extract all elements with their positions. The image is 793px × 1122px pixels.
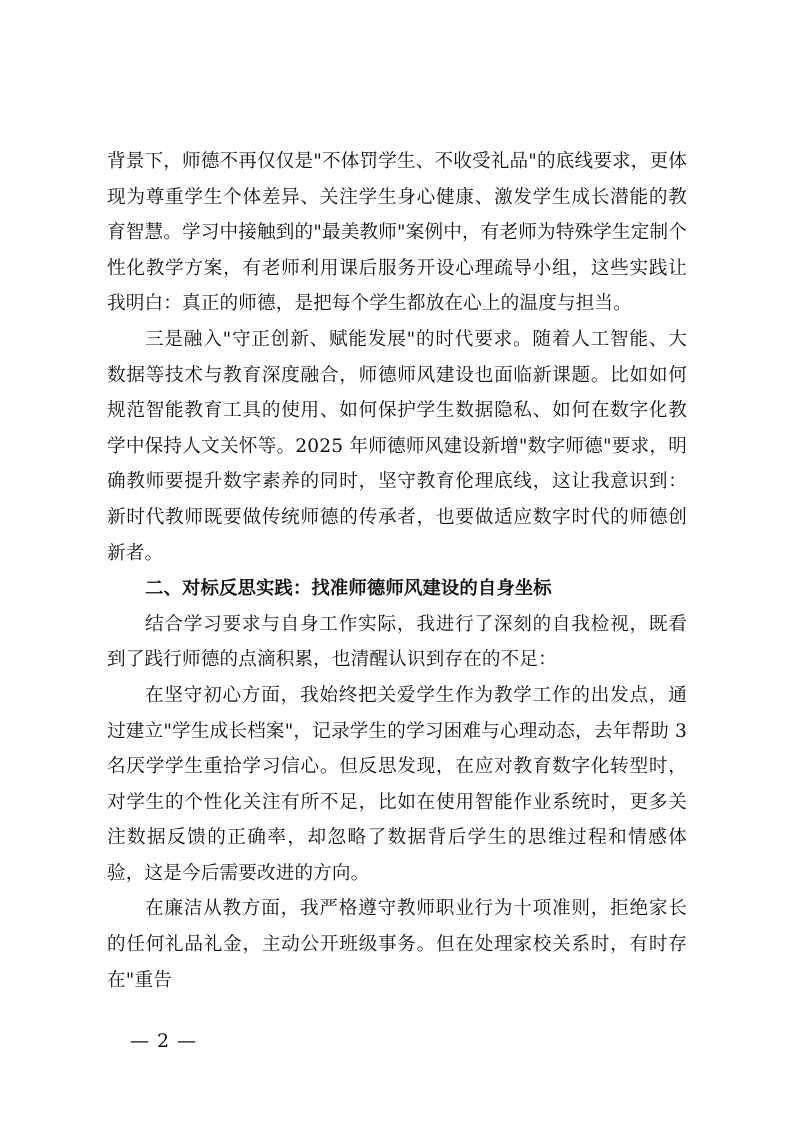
page-number: — 2 — — [130, 1030, 198, 1052]
paragraph-integrity: 在廉洁从教方面，我严格遵守教师职业行为十项准则，拒绝家长的任何礼品礼金，主动公开班级事务。但在处理家校关系时，有时存在"重告 — [107, 898, 687, 991]
paragraph-self-review-intro: 结合学习要求与自身工作实际，我进行了深刻的自我检视，既看到了践行师德的点滴积累，也清醒认识到存在的不足： — [107, 613, 687, 671]
paragraph-era-requirements: 三是融入"守正创新、赋能发展"的时代要求。随着人工智能、大数据等技术与教育深度融合，师德师风建设也面临新课题。比如如何规范智能教育工具的使用、如何保护学生数据隐私、如何在数字化教学中保持人文关怀等。2025 年师德师风建设新增"数字师德"要求，明确教师要提升数字素养的同时，坚守教育伦理底线，这让我意识到：新时代教师既要做传统师德的传承者，也要做适应数字时代的师德创新者。 — [107, 328, 687, 564]
document-body — [107, 144, 687, 998]
section-heading: 二、对标反思实践：找准师德师风建设的自身坐标 — [145, 578, 552, 600]
paragraph-continuation: 背景下，师德不再仅仅是"不体罚学生、不收受礼品"的底线要求，更体现为尊重学生个体差异、关注学生身心健康、激发学生成长潜能的教育智慧。学习中接触到的"最美教师"案例中，有老师为特殊学生定制个性化教学方案，有老师利用课后服务开设心理疏导小组，这些实践让我明白：真正的师德，是把每个学生都放在心上的温度与担当。 — [107, 151, 687, 315]
paragraph-original-aspiration: 在坚守初心方面，我始终把关爱学生作为教学工作的出发点，通过建立"学生成长档案"，记录学生的学习困难与心理动态，去年帮助 3 名厌学学生重拾学习信心。但反思发现，在应对教育数字化转型时，对学生的个性化关注有所不足，比如在使用智能作业系统时，更多关注数据反馈的正确率，却忽略了数据背后学生的思维过程和情感体验，这是今后需要改进的方向。 — [107, 684, 687, 884]
